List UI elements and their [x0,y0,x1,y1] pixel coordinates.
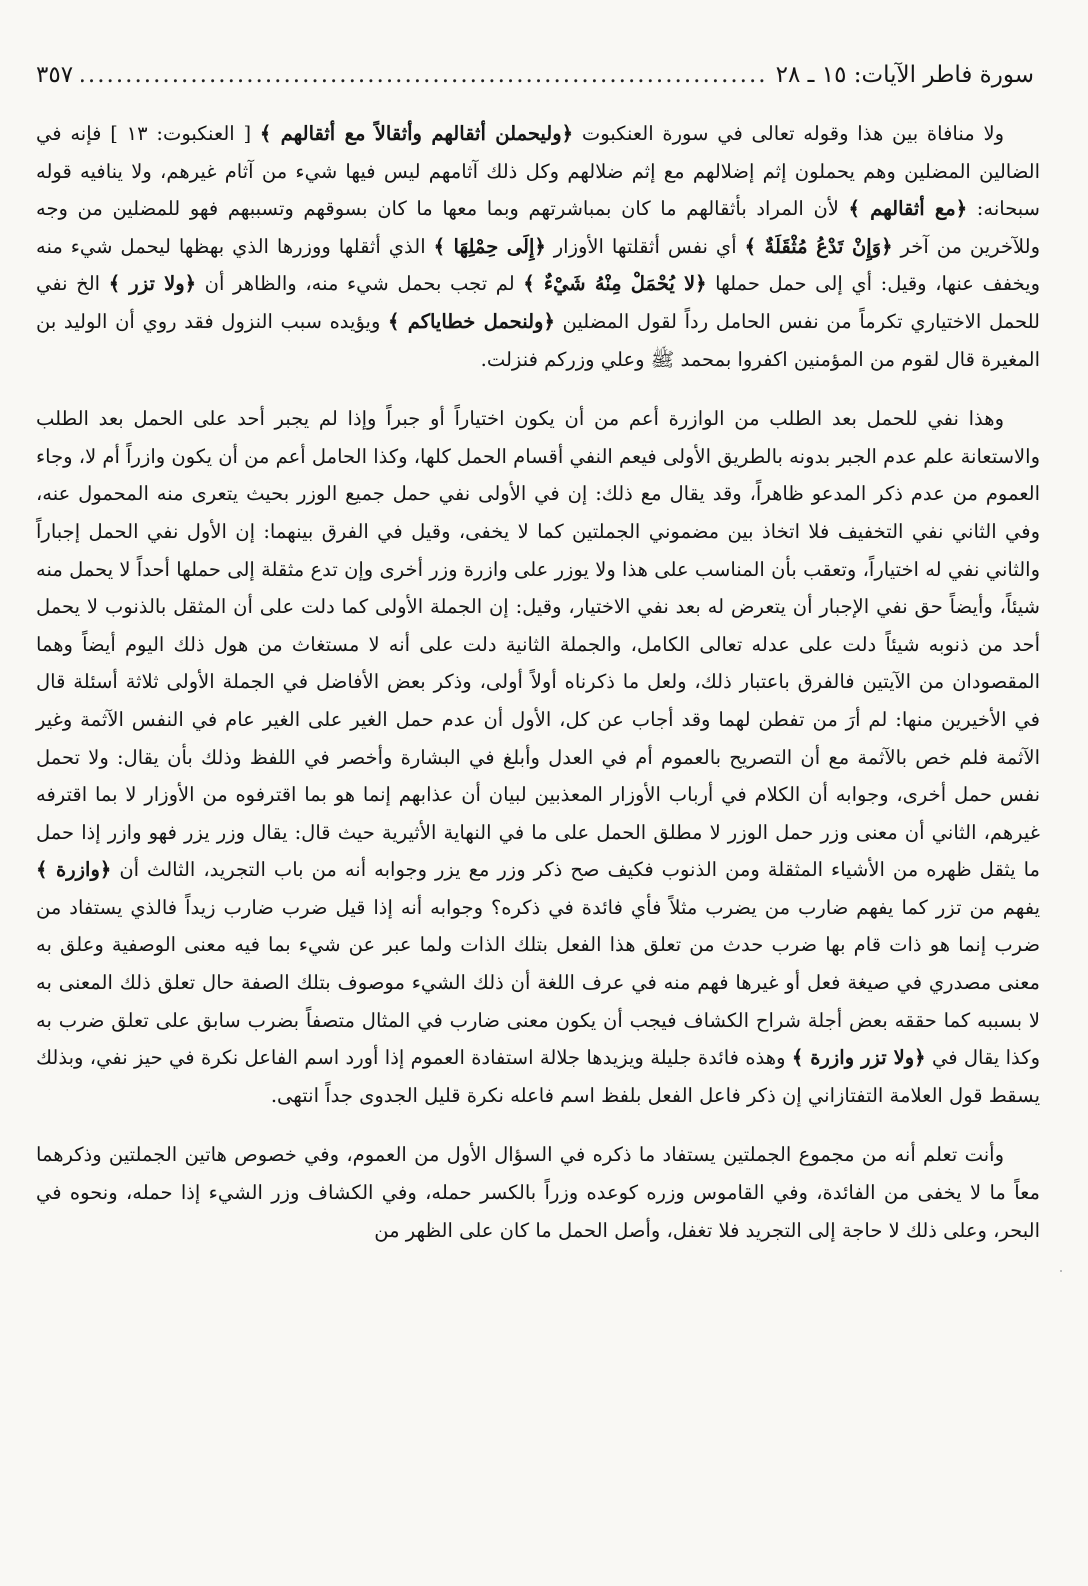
paragraph-3 [36,1136,1040,1249]
text-run: وهذه فائدة جليلة ويزيدها جلالة استفادة العموم إذا أورد اسم الفاعل نكرة في حيز نفي، وبذلك يسقط قول العلامة التفتازاني إن ذكر فاعل الفعل بلفظ اسم فاعله نكرة قليل الجدوى جداً انتهى. [36,1046,1040,1107]
quran-quote: ﴿لا يُحْمَلْ مِنْهُ شَيْءٌ ﴾ [523,272,707,296]
text-run: يفهم من تزر كما يفهم ضارب من يضرب مثلاً فأي فائدة في ذكره؟ وجوابه أنه إذا قيل ضرب ضارب زيداً فالذي يستفاد من ضرب إنما هو ذات قام بها ضرب حدث من تعلق هذا الفعل بتلك الذات ولما عبر عن شيء بما فيه معنى الوصفية وعلق به معنى مصدري في صيغة فعل أو غيرها فهم منه في عرف اللغة أن ذلك الشيء موصوف بتلك الصفة حال تعلق ذلك المعنى به لا بسببه كما حققه بعض أجلة شراح الكشاف فيجب أن يكون معنى ضارب في المثال متصفاً بضرب سابق على تعلق ضرب به وكذا يقال في [36,895,1040,1070]
text-run: ولا منافاة بين هذا وقوله تعالى في سورة العنكبوت [573,122,1004,145]
quran-quote: ﴿إِلَى حِمْلِهَا ﴾ [433,234,546,258]
surah-title: سورة فاطر الآيات: ١٥ ـ ٢٨ [775,62,1034,88]
quran-quote: ﴿ولنحمل خطايا‌كم ﴾ [388,309,555,333]
text-run: لأن المراد بأثقالهم ما كان بمباشرتهم وبما معها ما كان بسوقهم وتسببهم فهو للمضلين من وجه وللآخرين من آخر [36,197,1040,258]
text-run: وهذا نفي للحمل بعد الطلب من الوازرة أعم من أن يكون اختياراً أو جبراً وإذا لم يجبر أحد على الحمل بعد الطلب والاستعانة علم عدم الجبر بدونه بالطريق الأولى فيعم النفي أقسام الحمل كلها، وكذا الحامل أعم من أن يكون وازراً أم لا، وجاء العموم من عدم ذكر المدعو ظاهراً، وقد يقال مع ذلك: إن في الأولى نفي حمل جميع الوزر بحيث يتعرى منه المحمول عنه، وفي الثاني نفي التخفيف فلا اتخاذ بين مضموني الجملتين كما لا يخفى، وقيل في الفرق بينهما: إن الأول نفي الحمل إجباراً والثاني نفي له اختياراً، وتعقب بأن المناسب على هذا ولا يوزر على وازرة وزر أخرى وإن تدع مثقلة إلى حملها أحداً لا يحمل منه شيئاً، وأيضاً حق نفي الإجبار أن يتعرض له بعد نفي الاختيار، وقيل: إن الجملة الأولى كما دلت على أن المثقل بالذنوب لا يحمل أحد من ذنوبه شيئاً دلت على عدله تعالى الكامل، والجملة الثانية دلت على أنه لا مستغاث من هول ذلك اليوم أيضاً وهما المقصودان من الآيتين فالفرق باعتبار ذلك، ولعل ما ذكرناه أولاً أولى، وذكر بعض الأفاضل في الجملة الأولى ثلاثة أسئلة قال في الأخيرين منها: لم أرَ من تفطن لهما وقد أجاب عن كل، الأول أن عدم حمل الغير على الغير عام في النفس الآثمة وغير الآثمة فلم خص بالآثمة مع أن التصريح بالعموم أم في العدل وأبلغ في البشارة وأخصر في اللفظ وذلك بأن يقال: ولا تحمل نفس حمل أخرى، وجوابه أن الكلام في أرباب الأوزار المعذبين لبيان أن عذابهم إنما هو بما اقترفوه من الأوزار لا بما اقترفه غيرهم، الثاني أن معنى وزر حمل الوزر لا مطلق الحمل على ما في النهاية الأثيرية حيث قال: يقال وزر يزر فهو وازر إذا حمل ما يثقل ظهره من الأشياء المثقلة ومن الذنوب فكيف صح ذكر وزر مع يزر وجوابه أنه من باب التجريد، الثالث أن [36,407,1040,882]
text-run: لم تجب بحمل شيء منه، والظاهر أن [196,272,524,296]
running-header [36,62,1034,88]
scan-speck [1060,1270,1062,1272]
text-run: وأنت تعلم أنه من مجموع الجملتين يستفاد ما ذكره في السؤال الأول من العموم، وفي خصوص هاتين الجملتين وذكرهما معاً ما لا يخفى من الفائدة، وفي القاموس وزره كوعده وزراً بالكسر حمله، وفي الكشاف وزر الشيء إذا حمله، ونحوه في البحر، وعلى ذلك لا حاجة إلى التجريد فلا تغفل، وأصل الحمل ما كان على الظهر من [36,1143,1040,1242]
quran-quote: ﴿مع أثقالهم ﴾ [848,197,968,221]
paragraph-1 [36,115,1040,378]
page-number: ٣٥٧ [36,62,74,88]
quran-quote: ﴿وليحملن أثقالهم وأثقالاً مع أثقالهم ﴾ [259,122,574,145]
text-run: ويؤيده سبب النزول فقد روي أن الوليد بن المغيرة قال لقوم من المؤمنين اكفروا بمحمد ﷺ وعلي وزركم فنزلت. [36,309,1040,371]
text-run: الخ نفي للحمل الاختياري تكرماً من نفس الحامل رداً لقول المضلين [36,272,1040,333]
text-run: الذي أثقلها ووزرها الذي بهظها ليحمل شيء منه ويخفف عنها، وقيل: أي إلى حمل حملها [36,234,1041,296]
quran-quote: ﴿ولا تزر ﴾ [108,272,197,296]
dot-leader [81,62,768,88]
paragraph-2 [36,400,1040,1114]
text-run: أي نفس أثقلتها الأوزار [545,234,745,258]
quran-quote: ﴿وازرة ﴾ [36,858,112,882]
quran-quote: ﴿وَإِنْ تَدْعُ مُثْقَلَةٌ ﴾ [744,234,893,258]
quran-quote: ﴿ولا تزر وازرة ﴾ [791,1046,926,1070]
page-body [36,115,1040,1249]
text-run: [ العنكبوت: ١٣ ] فإنه في الضالين المضلين وهم يحملون إثم إضلالهم مع إثم ضلالهم وكل ذلك آثامهم ليس فيها شيء من آثام غيرهم، ولا ينافيه قوله سبحانه: [36,122,1041,221]
